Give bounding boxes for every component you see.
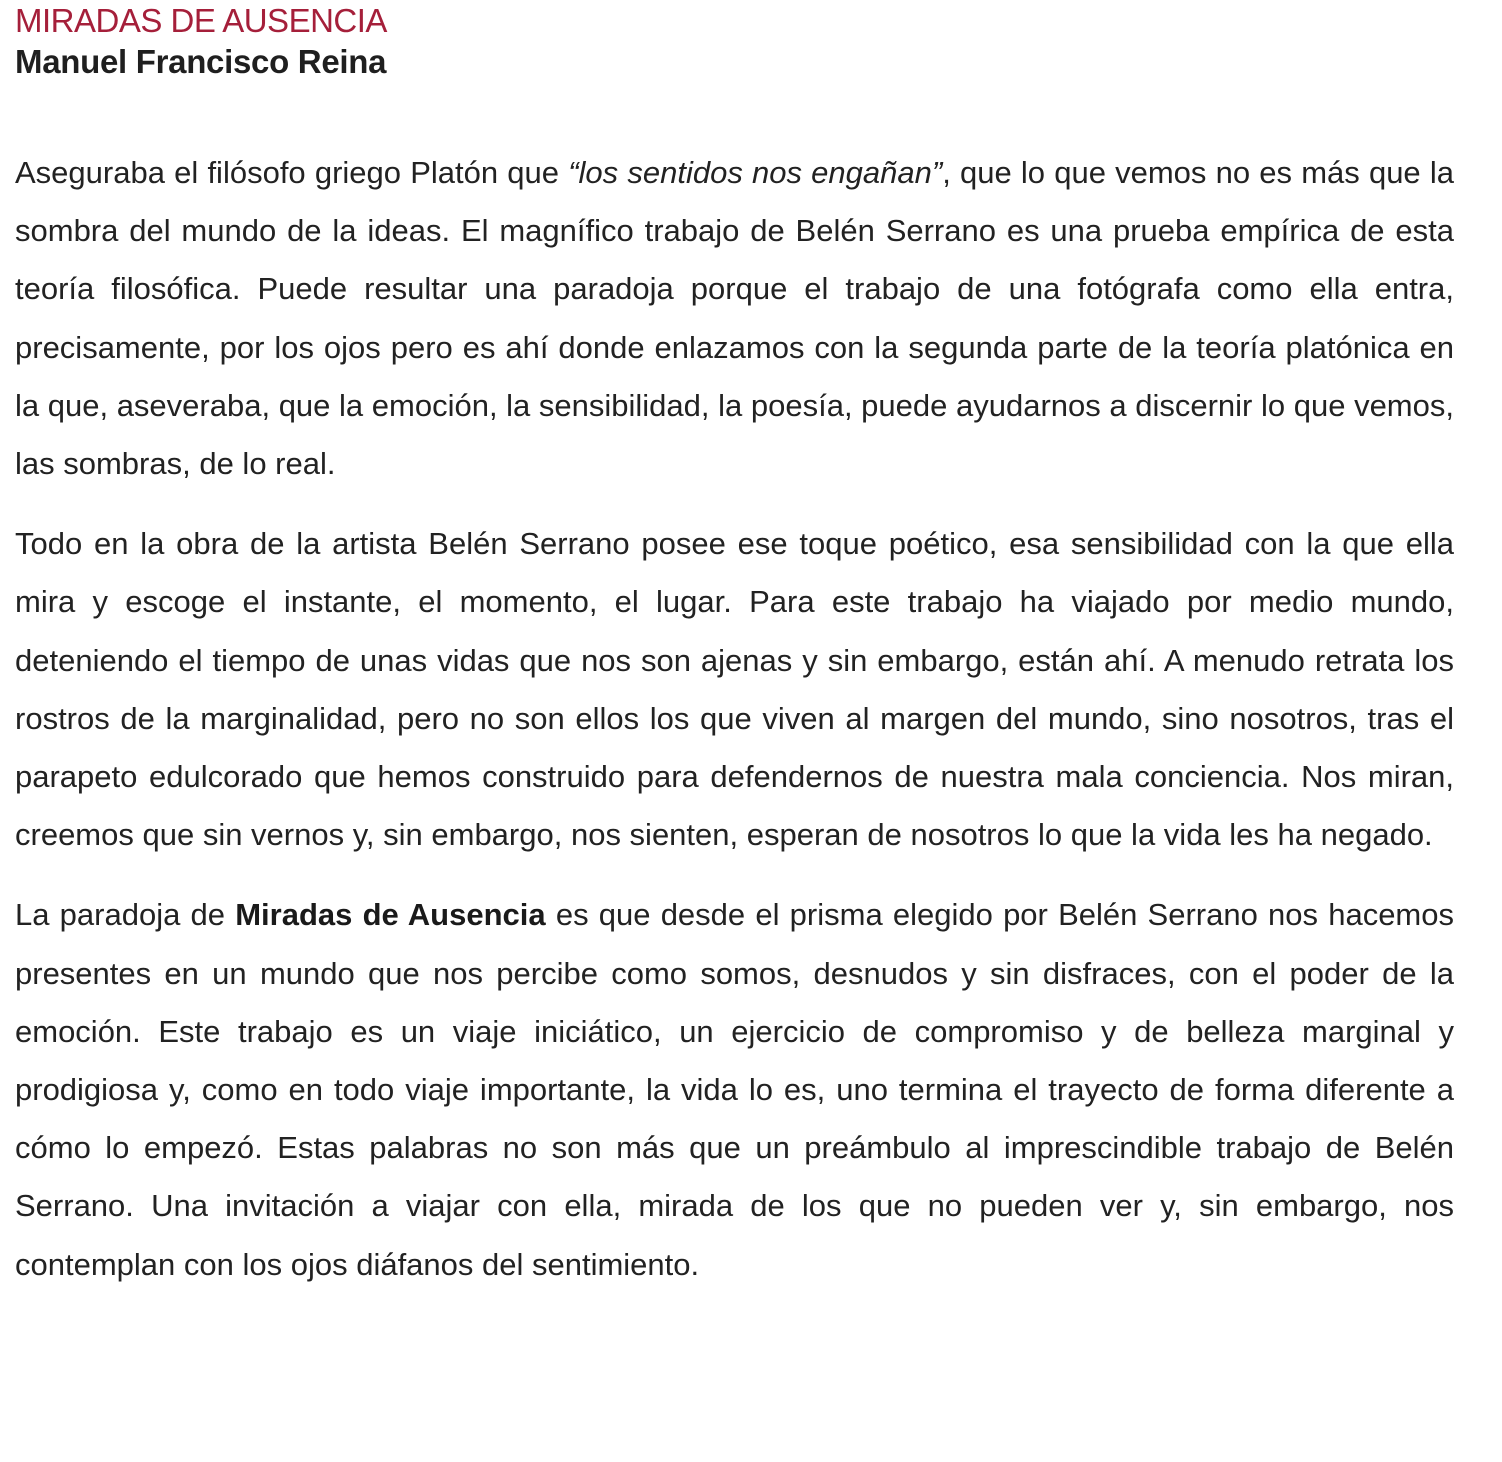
paragraph-1: [15, 144, 1454, 493]
paragraph-1-rest: , que lo que vemos no es más que la sombra del mundo de la ideas. El magnífico trabajo de Belén Serrano es una prueba empírica de esta teoría filosófica. Puede resultar una paradoja porque el trabajo de una fotógrafa como ella entra, precisamente, por los ojos pero es ahí donde enlazamos con la segunda parte de la teoría platónica en la que, aseveraba, que la emoción, la sensibilidad, la poesía, puede ayudarnos a discernir lo que vemos, las sombras, de lo real.: [15, 155, 1454, 482]
article-title: MIRADAS DE AUSENCIA: [15, 2, 387, 39]
paragraph-2: Todo en la obra de la artista Belén Serrano posee ese toque poético, esa sensibilidad con la que ella mira y escoge el instante, el momento, el lugar. Para este trabajo ha viajado por medio mundo, deteniendo el tiempo de unas vidas que nos son ajenas y sin embargo, están ahí. A menudo retrata los rostros de la marginalidad, pero no son ellos los que viven al margen del mundo, sino nosotros, tras el parapeto edulcorado que hemos construido para defendernos de nuestra mala conciencia. Nos miran, creemos que sin vernos y, sin embargo, nos sienten, esperan de nosotros lo que la vida les ha negado.: [15, 526, 1454, 853]
paragraph-3-rest: es que desde el prisma elegido por Belén Serrano nos hacemos presentes en un mundo que nos percibe como somos, desnudos y sin disfraces, con el poder de la emoción. Este trabajo es un viaje iniciático, un ejercicio de compromiso y de belleza marginal y prodigiosa y, como en todo viaje importante, la vida lo es, uno termina el trayecto de forma diferente a cómo lo empezó. Estas palabras no son más que un preámbulo al imprescindible trabajo de Belén Serrano. Una invitación a viajar con ella, mirada de los que no pueden ver y, sin embargo, nos contemplan con los ojos diáfanos del sentimiento.: [15, 897, 1454, 1282]
article-author: Manuel Francisco Reina: [15, 43, 387, 80]
article-body: [15, 144, 1454, 1294]
paragraph-3-intro: La paradoja de: [15, 897, 236, 933]
work-title-bold: Miradas de Ausencia: [235, 897, 546, 933]
paragraph-1-intro: Aseguraba el filósofo griego Platón que: [15, 155, 569, 190]
plato-quote: “los sentidos nos engañan”: [568, 155, 943, 190]
paragraph-3: [15, 886, 1454, 1293]
